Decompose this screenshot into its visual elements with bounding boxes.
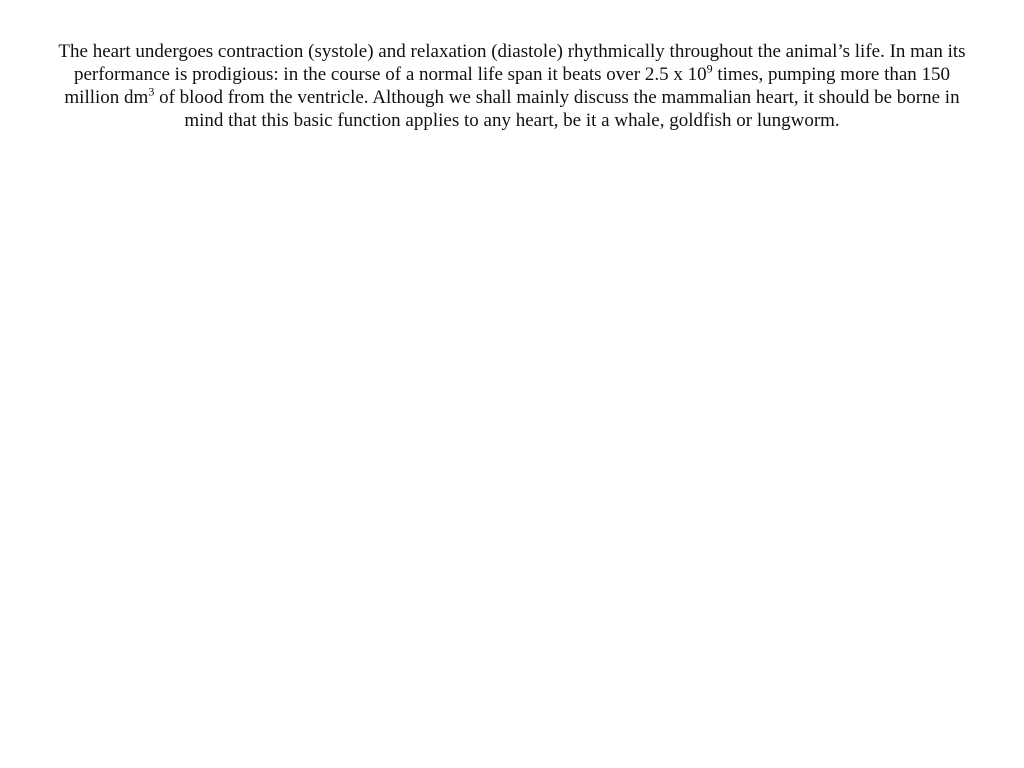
- paragraph-text-part-3: of blood from the ventricle. Although we shall mainly discuss the mammalian heart, it should be borne in mind that this basic function applies to any heart, be it a whale, goldfish or lungworm.: [154, 87, 960, 131]
- body-paragraph: [54, 40, 970, 132]
- paragraph-text-part-2: times, pumping more than 150 million dm: [64, 64, 951, 108]
- paragraph-text-part-1: The heart undergoes contraction (systole) and relaxation (diastole) rhythmically throughout the animal’s life. In man its performance is prodigious: in the course of a normal life span it beats over 2.5 x 10: [58, 41, 966, 85]
- superscript-exponent-3: 3: [148, 84, 155, 99]
- superscript-exponent-9: 9: [706, 61, 713, 76]
